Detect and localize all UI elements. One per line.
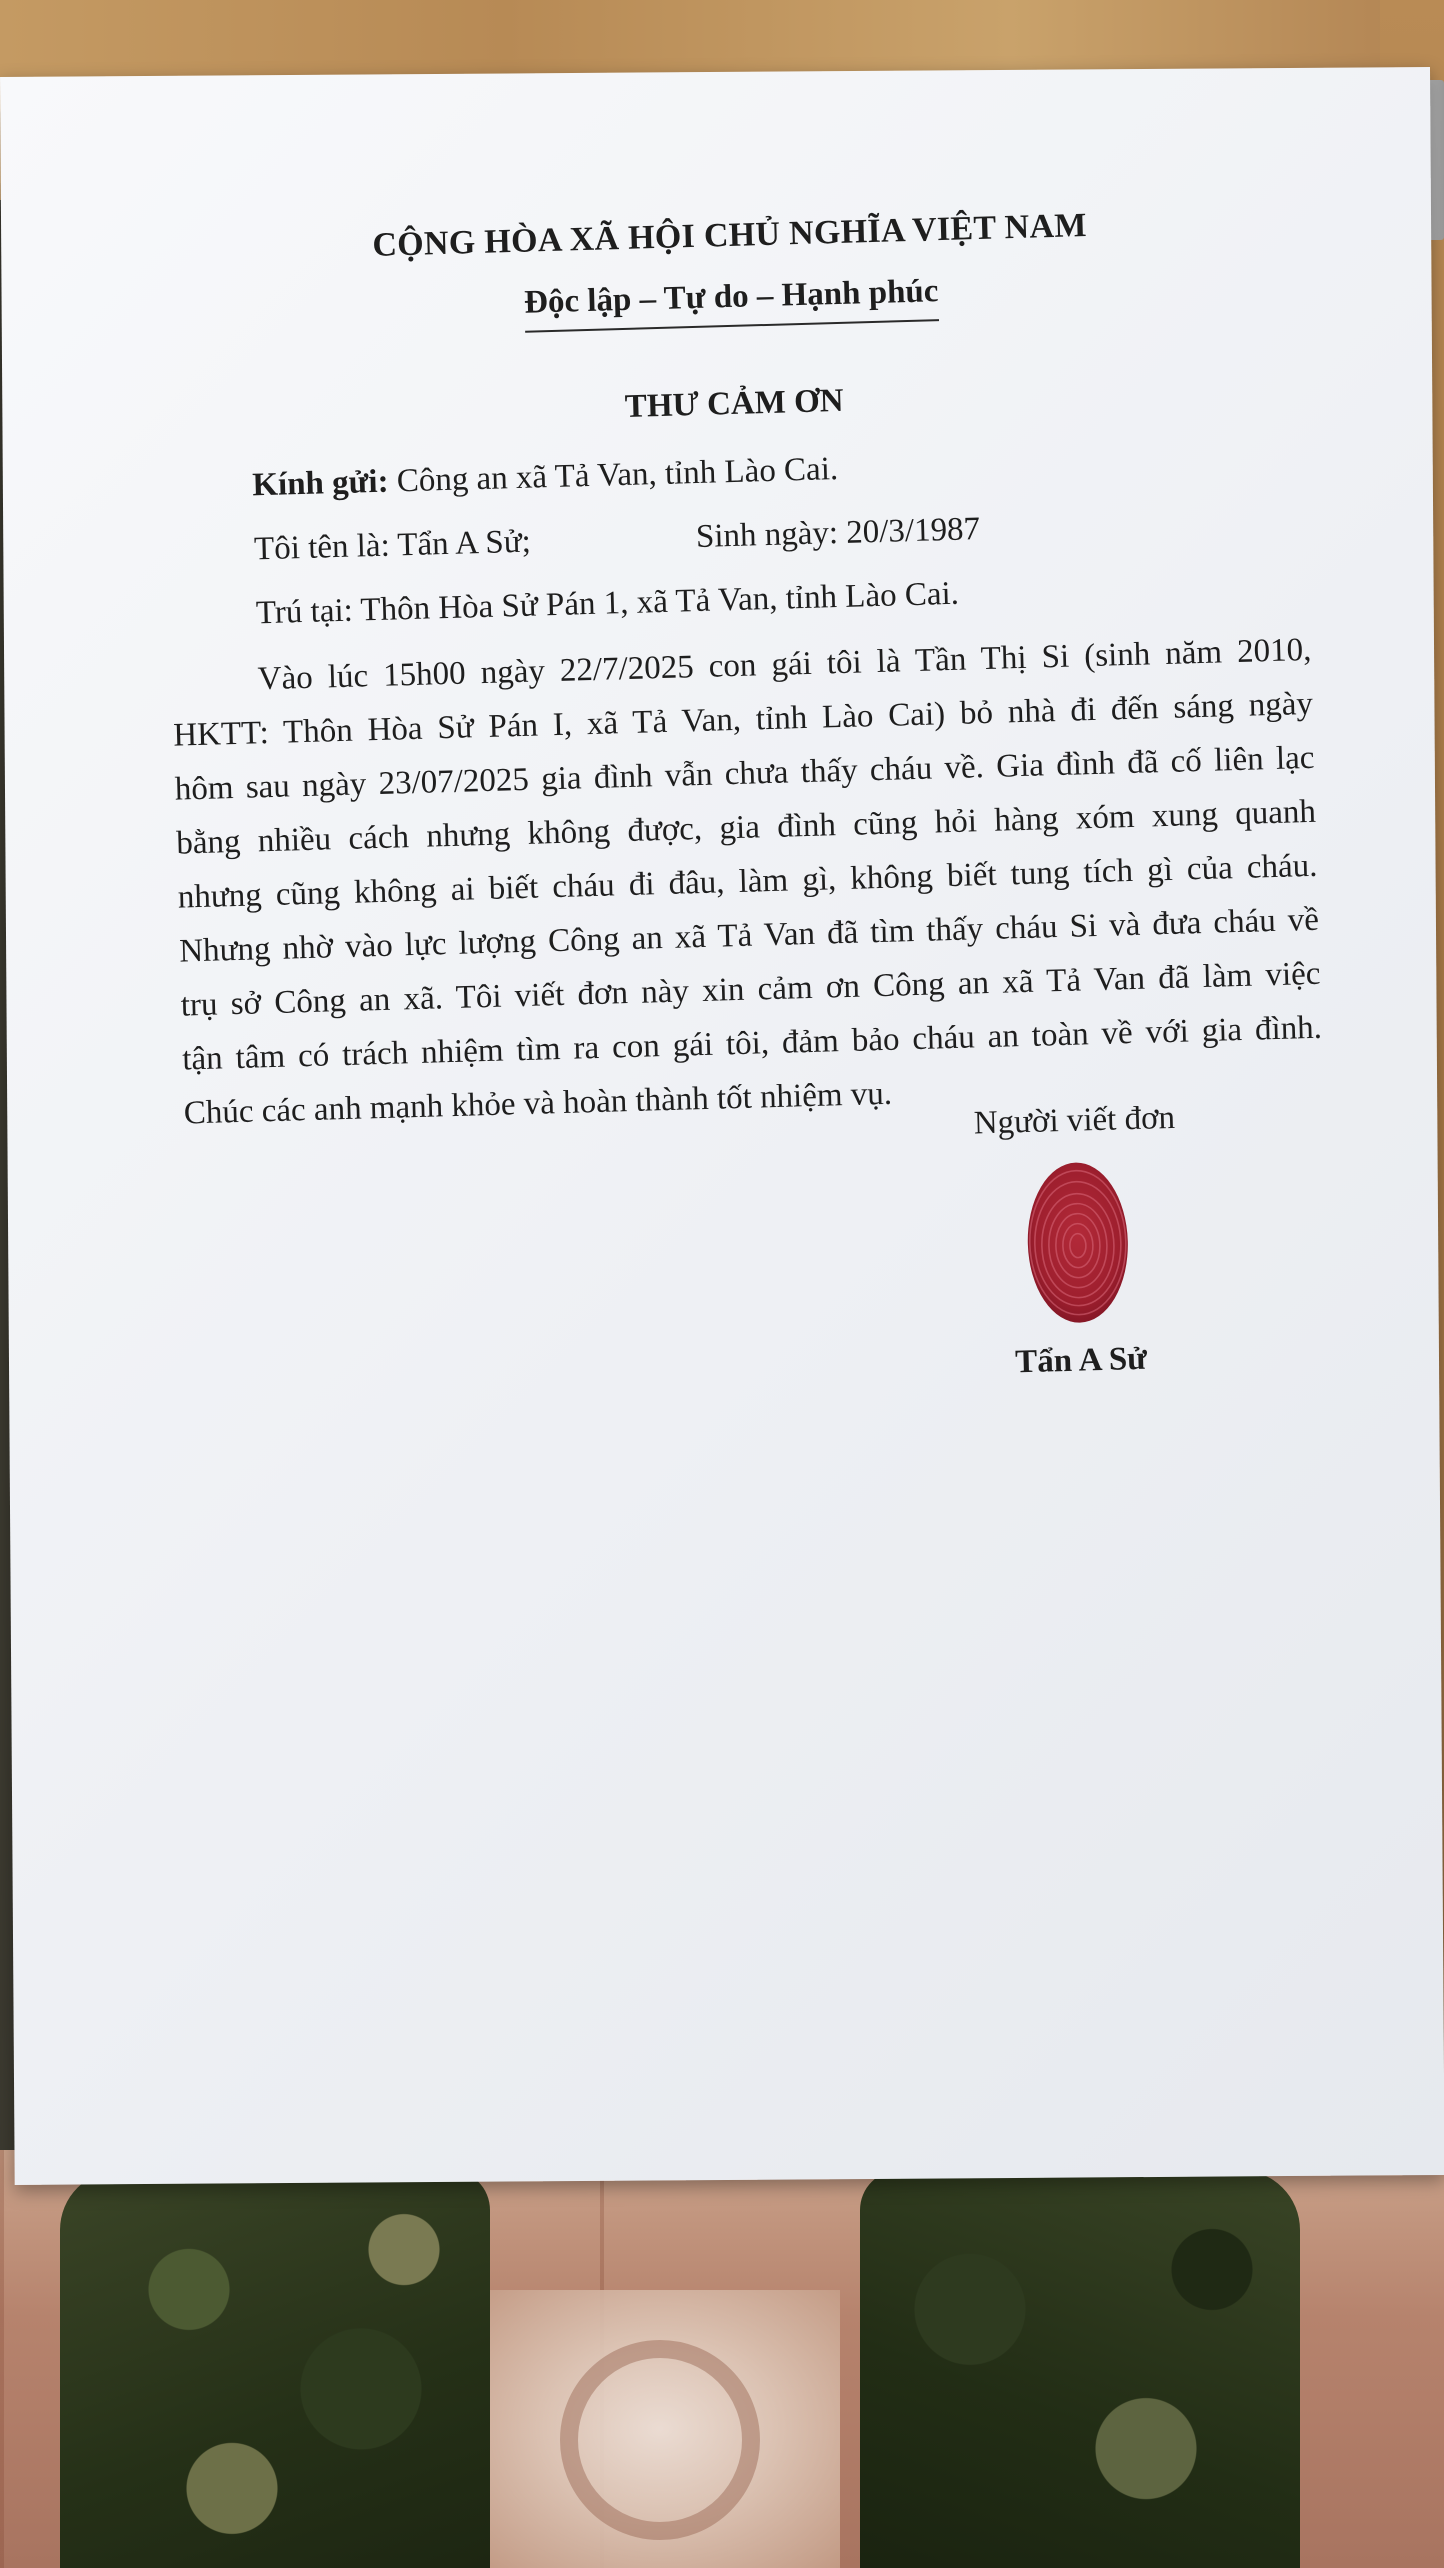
body-line: trụ sở Công an xã. Tôi viết đơn này xin cảm ơn Công an xã Tả Van đã làm việc [180,955,1321,1024]
body-line: Vào lúc 15h00 ngày 22/7/2025 con gái tôi là Tần Thị Si (sinh năm 2010, [257,631,1312,698]
sender-name-line: Tôi tên là: Tẩn A Sử; [253,523,532,568]
body-line: Chúc các anh mạnh khỏe và hoàn thành tốt nhiệm vụ. [183,1075,893,1132]
sender-dob-line: Sinh ngày: 20/3/1987 [695,511,981,556]
thank-you-letter [159,194,1324,1381]
signer-name: Tẩn A Sử [1014,1340,1148,1381]
body-line: HKTT: Thôn Hòa Sử Pán I, xã Tả Van, tỉnh Lào Cai) bỏ nhà đi đến sáng ngày [172,685,1314,754]
addressee-value: Công an xã Tả Van, tỉnh Lào Cai. [388,451,839,500]
letter-title: THƯ CẢM ƠN [624,382,845,425]
signature-block [884,1090,1272,1390]
camouflage-trousers-left [60,2170,490,2568]
body-line: tận tâm có trách nhiệm tìm ra con gái tôi, đảm bảo cháu an toàn về với gia đình. [181,1009,1323,1078]
body-line: bằng nhiều cách nhưng không được, gia đình cũng hỏi hàng xóm xung quanh [175,793,1317,862]
national-motto: Độc lập – Tự do – Hạnh phúc [524,269,940,333]
letter-body [171,623,1324,1141]
body-line: hôm sau ngày 23/07/2025 gia đình vẫn chưa thấy cháu về. Gia đình đã cố liên lạc [174,739,1315,808]
body-line: Nhưng nhờ vào lực lượng Công an xã Tả Van đã tìm thấy cháu Si và đưa cháu về [178,901,1320,970]
addressee-label: Kính gửi: [251,463,390,504]
thumbprint-icon [1020,1156,1135,1329]
paper-sheet [0,67,1444,2185]
body-line: nhưng cũng không ai biết cháu đi đâu, làm gì, không biết tung tích gì của cháu. [177,847,1318,916]
national-header: CỘNG HÒA XÃ HỘI CHỦ NGHĨA VIỆT NAM [371,206,1088,264]
signer-title: Người viết đơn [973,1099,1176,1142]
camouflage-trousers-right [860,2170,1300,2568]
floor-tile-pattern [560,2340,760,2540]
residence-line: Trú tại: Thôn Hòa Sử Pán 1, xã Tả Van, tỉnh Lào Cai. [255,575,960,632]
